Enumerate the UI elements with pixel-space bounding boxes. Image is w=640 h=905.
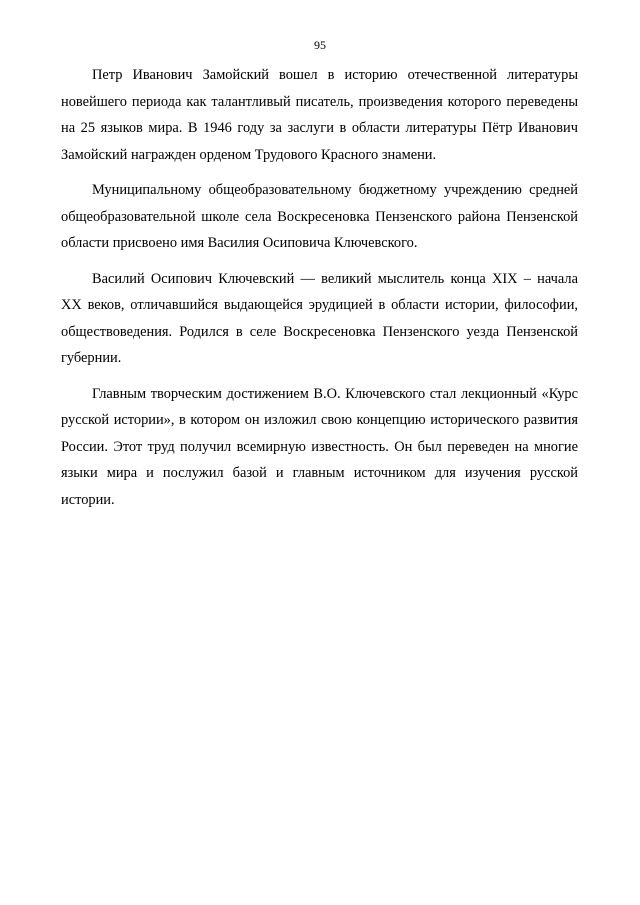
paragraph-klyuchevsky-biography: Василий Осипович Ключевский — великий мыслитель конца XIX – начала XX веков, отличавшийся выдающейся эрудицией в области истории, философии, обществоведения. Родился в селе Воскресеновка Пензенского уезда Пензенской губернии. (61, 270, 578, 366)
paragraph-zamoysky: Петр Иванович Замойский вошел в историю отечественной литературы новейшего периода как талантливый писатель, произведения которого переведены на 25 языков мира. В 1946 году за заслуги в области литературы Пётр Иванович Замойский награжден орденом Трудового Красного знамени. (61, 67, 578, 163)
paragraph-course-of-russian-history: Главным творческим достижением В.О. Ключевского стал лекционный «Курс русской истории», в котором он изложил свою концепцию исторического развития России. Этот труд получил всемирную известность. Он был переведен на многие языки мира и послужил базой и главным источником для изучения русской истории. (61, 385, 578, 508)
paragraph-school-naming: Муниципальному общеобразовательному бюджетному учреждению средней общеобразовательной школе села Воскресеновка Пензенского района Пензенской области присвоено имя Василия Осиповича Ключевского. (61, 182, 578, 251)
page-number: 95 (314, 38, 326, 52)
document-body (61, 62, 578, 522)
